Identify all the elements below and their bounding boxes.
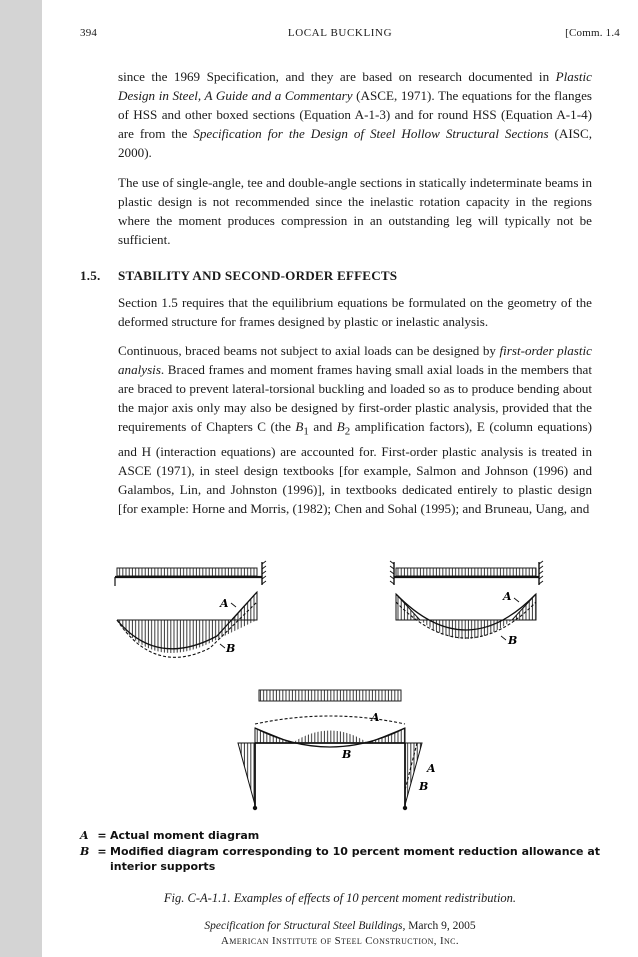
footer-spec-date: March 9, 2005 (405, 920, 476, 932)
footer-organization: American Institute of Steel Construction, Inc. (221, 935, 459, 947)
b1-symbol: B (295, 419, 304, 435)
footer-spec-title: Specification for Structural Steel Buildings, (204, 920, 406, 932)
footer-specification (42, 920, 638, 932)
label-b-2: B (508, 634, 518, 647)
paragraph-2: The use of single-angle, tee and double-angle sections in statically indeterminate beams in plastic design is not recommended since the inelastic rotation capacity in the regions where the moment produces compression in an outstanding leg will typically not be sufficient. (118, 175, 592, 248)
section-reference: [Comm. 1.4 (565, 27, 620, 39)
section-number: 1.5. (80, 268, 101, 283)
legend-b (80, 845, 600, 858)
paragraph-1 (118, 67, 592, 162)
left-column-moment (238, 743, 255, 805)
right-column-moment (405, 743, 422, 805)
distributed-load-3 (259, 690, 401, 701)
modified-moment-curve-3 (255, 716, 405, 724)
legend-a (80, 829, 259, 842)
section-heading (80, 268, 397, 284)
document-page (42, 0, 638, 957)
distributed-load-1 (117, 568, 257, 576)
para1-citation-1: Plastic Design in Steel, A Guide and a Commentary (118, 69, 592, 104)
legend-b-key: B (80, 845, 90, 858)
paragraph-4 (118, 341, 592, 518)
figure-caption: Fig. C-A-1.1. Examples of effects of 10 percent moment redistribution. (163, 891, 517, 905)
b2-symbol: B (336, 419, 345, 435)
para4-text-4: amplification factors), E (column equations) and H (interaction equations) are accounted for. First-order plastic analysis is treated in ASCE (1971), in steel design textbooks [for example, Salmon and Johnson (1996) and Galambos, Lin, and Johnston (1996)], in textbooks dedicated entirely to plastic design [for example: Horne and Morris, (1982); Chen and Sohal (1995); and Bruneau, Uang, and (118, 419, 593, 517)
diagram-portal-frame (238, 690, 436, 810)
section-title: STABILITY AND SECOND-ORDER EFFECTS (118, 268, 398, 283)
label-b-4: B (419, 780, 429, 793)
label-a-2: A (503, 590, 512, 603)
diagram-fixed-beam (390, 561, 543, 647)
para4-text-3: and (308, 419, 337, 435)
b2-subscript: 2 (344, 425, 351, 438)
legend-b-text-1: Modified diagram corresponding to 10 percent moment reduction allowance at (110, 845, 601, 858)
para1-citation-2: Specification for the Design of Steel Hollow Structural Sections (193, 126, 549, 142)
distributed-load-2 (396, 568, 536, 576)
label-b-3: B (342, 748, 352, 761)
page-number: 394 (80, 27, 98, 39)
para1-text-2: (ASCE, 1971). The equations for the flanges of HSS and other boxed sections (Equation A-1-3) and for round HSS (Equation A-1-4) are from the (118, 88, 592, 142)
legend-a-equals: = (97, 829, 107, 842)
left-margin-bar (0, 0, 42, 957)
para4-term: first-order plastic analysis (118, 343, 592, 378)
legend-a-key: A (80, 829, 89, 842)
label-a-3: A (371, 711, 380, 724)
label-a-4: A (427, 762, 436, 775)
b1-subscript: 1 (303, 425, 309, 438)
label-a-1: A (220, 597, 229, 610)
para4-text-2: . Braced frames and moment frames having small axial loads in the members that are braced to prevent lateral-torsional buckling and loaded so as to produce bending about the major axis only may also be designed by first-order plastic analysis, provided that the requirements of Chapters C (the (118, 362, 592, 435)
label-b-1: B (226, 642, 236, 655)
diagram-propped-beam (115, 561, 266, 657)
para4-text-1: Continuous, braced beams not subject to axial loads can be designed by (118, 343, 500, 358)
legend-b-continued: interior supports (110, 860, 216, 873)
para1-text-1: since the 1969 Specification, and they are based on research documented in (118, 69, 556, 84)
legend-a-text: Actual moment diagram (110, 829, 260, 842)
legend-b-equals: = (97, 845, 107, 858)
paragraph-3: Section 1.5 requires that the equilibrium equations be formulated on the geometry of the deformed structure for frames designed by plastic or inelastic analysis. (118, 295, 592, 330)
running-title: LOCAL BUCKLING (287, 27, 393, 39)
moment-redistribution-figure (42, 540, 638, 822)
para1-text-3: (AISC, 2000). (118, 126, 592, 161)
